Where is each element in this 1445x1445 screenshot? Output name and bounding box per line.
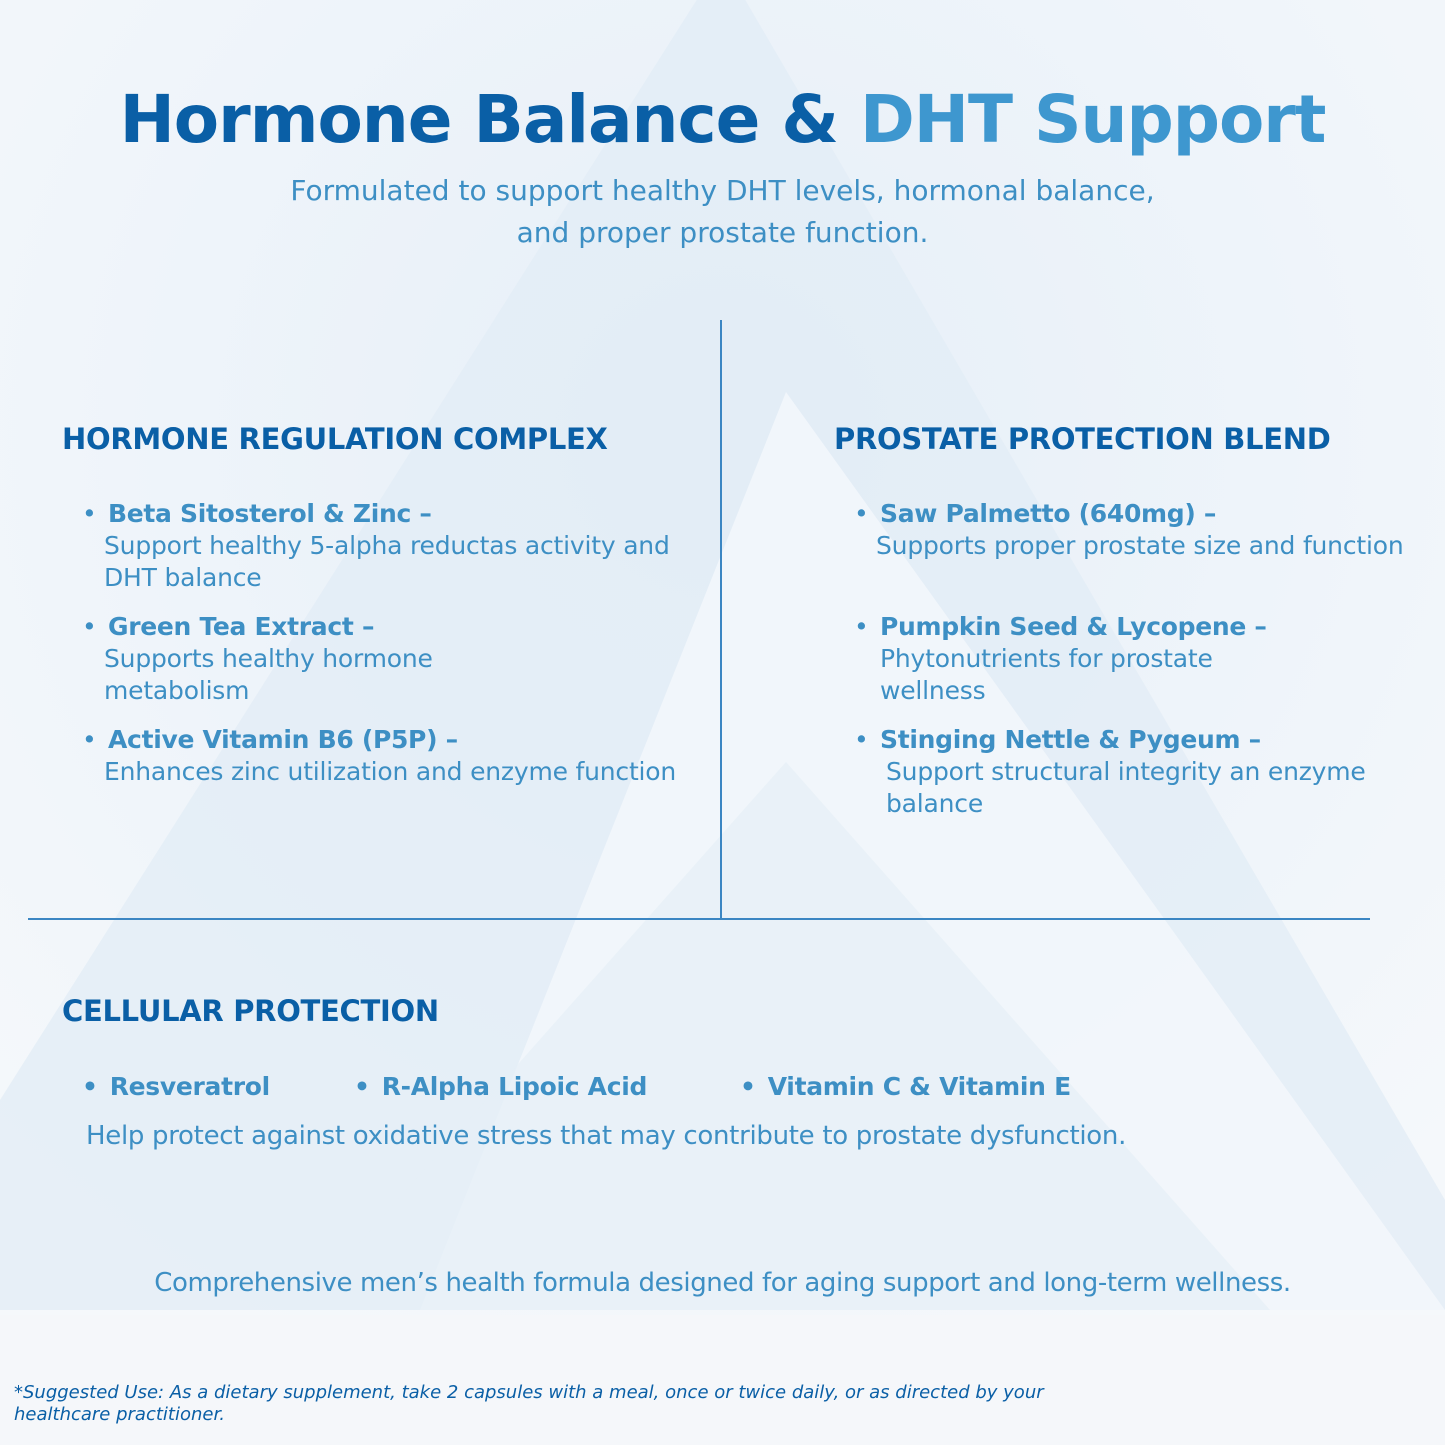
subtitle-line-1: Formulated to support healthy DHT levels, hormonal balance, <box>290 174 1155 207</box>
list-item <box>82 498 682 611</box>
hormone-regulation-title: HORMONE REGULATION COMPLEX <box>62 422 608 456</box>
cellular-protection-description: Help protect against oxidative stress that may contribute to prostate dysfunction. <box>86 1121 1127 1151</box>
bullet-icon: • <box>854 725 869 754</box>
subtitle-line-2: and proper prostate function. <box>516 216 929 249</box>
list-item <box>854 724 1414 837</box>
list-item <box>82 724 682 837</box>
suggested-use-footnote: *Suggested Use: As a dietary supplement, take 2 capsules with a meal, once or twice daily, or as directed by your healthcare practitioner. <box>14 1382 1044 1425</box>
vertical-divider <box>720 320 722 918</box>
cellular-protection-title: CELLULAR PROTECTION <box>62 994 439 1028</box>
page-title <box>0 80 1445 160</box>
list-item <box>82 1070 270 1104</box>
list-item <box>854 611 1414 724</box>
cellular-protection-list <box>82 1070 1382 1104</box>
bullet-icon: • <box>854 499 869 528</box>
ingredient-name: Active Vitamin B6 (P5P) – <box>108 725 458 754</box>
bullet-icon: • <box>82 725 97 754</box>
ingredient-description: Supports proper prostate size and function <box>876 531 1404 560</box>
hormone-regulation-list <box>82 498 682 837</box>
title-main: Hormone Balance & <box>119 81 838 158</box>
bullet-icon: • <box>854 612 869 641</box>
ingredient-name: R-Alpha Lipoic Acid <box>381 1072 648 1101</box>
ingredient-description: Phytonutrients for prostate wellness <box>880 644 1213 705</box>
list-item <box>854 498 1414 611</box>
ingredient-name: Saw Palmetto (640mg) – <box>880 499 1217 528</box>
bullet-icon: • <box>82 612 97 641</box>
prostate-protection-list <box>854 498 1414 837</box>
page-subtitle <box>0 170 1445 254</box>
horizontal-divider <box>28 918 1370 920</box>
ingredient-name: Resveratrol <box>109 1072 270 1101</box>
bullet-icon: • <box>354 1072 370 1101</box>
title-accent: DHT Support <box>859 81 1326 158</box>
ingredient-description: Enhances zinc utilization and enzyme function <box>104 757 677 786</box>
ingredient-name: Beta Sitosterol & Zinc – <box>108 499 432 528</box>
ingredient-name: Pumpkin Seed & Lycopene – <box>880 612 1267 641</box>
list-item <box>740 1070 1071 1104</box>
bullet-icon: • <box>82 499 97 528</box>
tagline: Comprehensive men’s health formula designed for aging support and long-term wellness. <box>154 1268 1291 1298</box>
list-item <box>354 1070 647 1104</box>
list-item <box>82 611 682 724</box>
prostate-protection-title: PROSTATE PROTECTION BLEND <box>834 422 1331 456</box>
bullet-icon: • <box>740 1072 756 1101</box>
bullet-icon: • <box>82 1072 98 1101</box>
ingredient-name: Vitamin C & Vitamin E <box>767 1072 1071 1101</box>
ingredient-description: Supports healthy hormone metabolism <box>104 644 433 705</box>
ingredient-description: Support structural integrity an enzyme balance <box>886 757 1366 818</box>
ingredient-name: Green Tea Extract – <box>108 612 375 641</box>
ingredient-description: Support healthy 5-alpha reductas activity and DHT balance <box>104 531 670 592</box>
ingredient-name: Stinging Nettle & Pygeum – <box>880 725 1261 754</box>
